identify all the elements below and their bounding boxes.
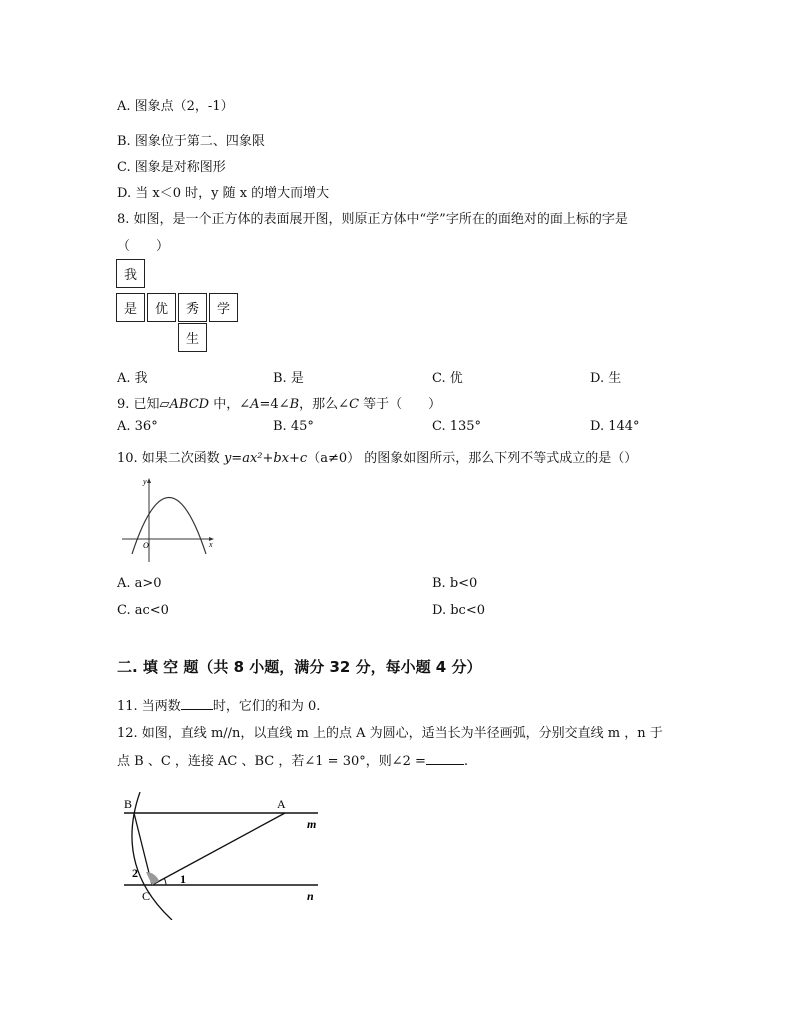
q8-option-a: A. 我 <box>117 371 148 386</box>
q7-option-a: A. 图象点（2，-1） <box>117 99 234 114</box>
q8-stem: 8. 如图，是一个正方体的表面展开图，则原正方体中“学”字所在的面绝对的面上标的字是 <box>117 212 628 227</box>
q8-option-c: C. 优 <box>432 371 463 386</box>
q9-option-d: D. 144° <box>590 419 640 434</box>
graph-y-label: y <box>143 477 147 486</box>
q10-option-b: B. b<0 <box>432 576 478 591</box>
net-cell-you: 优 <box>147 293 176 322</box>
geometry-figure <box>114 792 330 920</box>
q9-option-a: A. 36° <box>117 419 158 434</box>
cube-net-figure <box>116 259 242 355</box>
section-title: 二. 填 空 题（共 8 小题，满分 32 分，每小题 4 分） <box>117 658 482 676</box>
net-cell-xue: 学 <box>209 293 238 322</box>
q9-option-c: C. 135° <box>432 419 482 434</box>
q11-stem: 11. 当两数 时，它们的和为 0. <box>117 695 320 714</box>
label-angle-2: 2 <box>132 866 138 880</box>
q10-stem: 10. 如果二次函数 y=ax²+bx+c（a≠0） 的图象如图所示，那么下列不等式成立的是（） <box>117 451 638 466</box>
y-axis-arrow <box>147 478 151 483</box>
q12-answer-blank <box>426 751 464 765</box>
label-angle-1: 1 <box>180 872 186 886</box>
label-m: m <box>307 817 317 831</box>
q10-option-c: C. ac<0 <box>117 603 169 618</box>
q7-option-c: C. 图象是对称图形 <box>117 160 226 175</box>
graph-x-label: x <box>209 540 213 549</box>
q11-answer-blank <box>181 696 213 710</box>
q9-option-b: B. 45° <box>273 419 314 434</box>
label-n: n <box>307 889 314 903</box>
q8-option-b: B. 是 <box>273 371 304 386</box>
parabola-graph <box>116 474 220 566</box>
q12-stem-line1: 12. 如图，直线 m//n，以直线 m 上的点 A 为圆心，适当长为半径画弧，分别交直线 m ，n 于 <box>117 726 663 741</box>
q8-option-d: D. 生 <box>590 371 622 386</box>
label-a: A <box>277 797 286 811</box>
graph-origin-label: O <box>143 541 149 550</box>
compass-arc <box>132 792 172 920</box>
net-cell-shi: 是 <box>116 293 145 322</box>
angle-2-marker <box>146 872 159 885</box>
q10-option-d: D. bc<0 <box>432 603 485 618</box>
net-cell-sheng: 生 <box>178 323 207 352</box>
angle-1-arc <box>164 878 166 885</box>
label-c: C <box>142 889 151 903</box>
q8-paren: （ ） <box>117 239 170 254</box>
q7-option-b: B. 图象位于第二、四象限 <box>117 134 265 149</box>
net-cell-xiu: 秀 <box>178 293 207 322</box>
q10-option-a: A. a>0 <box>117 576 162 591</box>
segment-ac <box>152 813 285 885</box>
net-cell-wo: 我 <box>116 259 145 288</box>
q12-stem-line2: 点 B 、C ，连接 AC 、BC ，若∠1 = 30°，则∠2 = . <box>117 750 468 769</box>
label-b: B <box>124 797 133 811</box>
q7-option-d: D. 当 x＜0 时，y 随 x 的增大而增大 <box>117 186 330 201</box>
q9-stem: 9. 已知▱ABCD 中，∠A=4∠B，那么∠C 等于（ ） <box>117 397 442 412</box>
